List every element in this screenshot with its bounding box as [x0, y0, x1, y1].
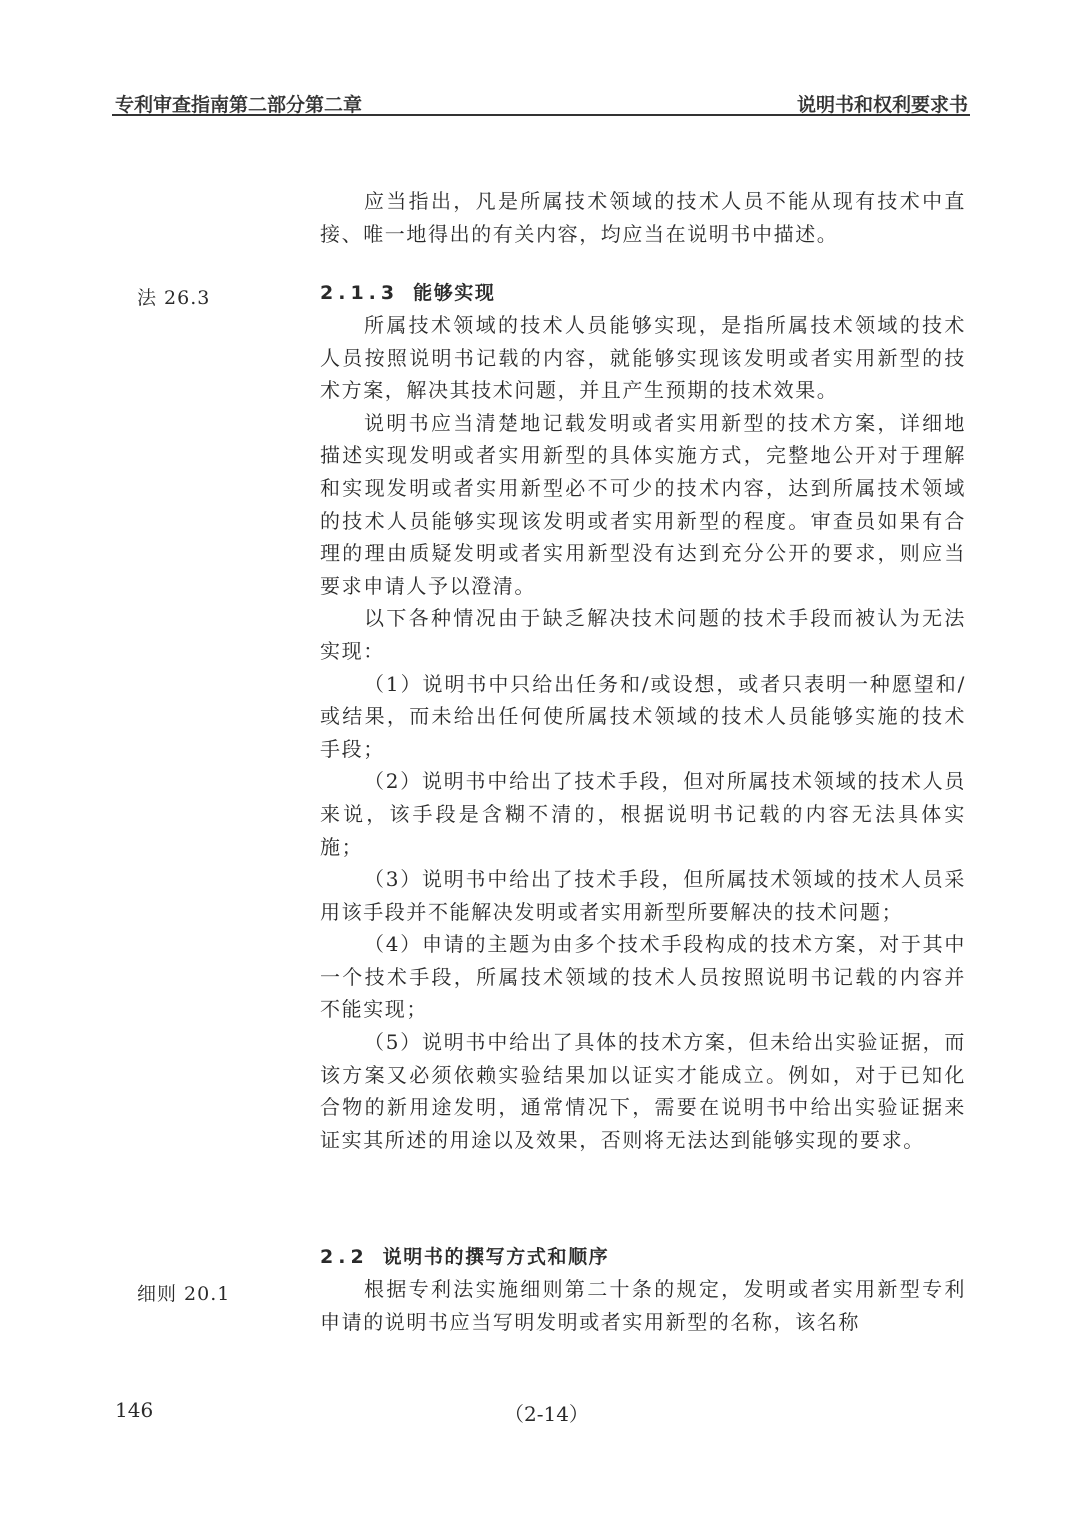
- intro-paragraph: 应当指出，凡是所属技术领域的技术人员不能从现有技术中直接、唯一地得出的有关内容，均应当在说明书中描述。: [320, 189, 966, 246]
- list-item: （1）说明书中只给出任务和/或设想，或者只表明一种愿望和/或结果，而未给出任何使所属技术领域的技术人员能够实施的技术手段；: [320, 671, 966, 761]
- page-number: 146: [115, 1398, 154, 1422]
- list-item: （5）说明书中给出了具体的技术方案，但未给出实验证据，而该方案又必须依赖实验结果加以证实才能成立。例如，对于已知化合物的新用途发明，通常情况下，需要在说明书中给出实验证据来证实其所述的用途以及效果，否则将无法达到能够实现的要求。: [320, 1030, 966, 1152]
- paragraph: 以下各种情况由于缺乏解决技术问题的技术手段而被认为无法实现：: [320, 606, 966, 663]
- section-heading: [320, 1241, 966, 1273]
- intro-block: [320, 185, 966, 250]
- section-title: 说明书的撰写方式和顺序: [382, 1246, 610, 1268]
- section-number: 2.2: [320, 1246, 369, 1268]
- paragraph: 所属技术领域的技术人员能够实现，是指所属技术领域的技术人员按照说明书记载的内容，就能够实现该发明或者实用新型的技术方案，解决其技术问题，并且产生预期的技术效果。: [320, 313, 966, 403]
- section-title: 能够实现: [413, 282, 496, 304]
- margin-note-law: 法 26.3: [137, 287, 211, 309]
- running-header-left: 专利审查指南第二部分第二章: [115, 94, 363, 116]
- section-heading: [320, 277, 966, 309]
- section-2-2: [320, 1241, 966, 1338]
- paragraph: 根据专利法实施细则第二十条的规定，发明或者实用新型专利申请的说明书应当写明发明或者实用新型的名称，该名称: [320, 1277, 966, 1334]
- section-number: 2.1.3: [320, 282, 400, 304]
- paragraph: 说明书应当清楚地记载发明或者实用新型的技术方案，详细地描述实现发明或者实用新型的具体实施方式，完整地公开对于理解和实现发明或者实用新型必不可少的技术内容，达到所属技术领域的技术人员能够实现该发明或者实用新型的程度。审查员如果有合理的理由质疑发明或者实用新型没有达到充分公开的要求，则应当要求申请人予以澄清。: [320, 410, 966, 598]
- margin-note-rule: 细则 20.1: [137, 1283, 231, 1305]
- header-divider: [112, 114, 970, 116]
- list-item: （4）申请的主题为由多个技术手段构成的技术方案，对于其中一个技术手段，所属技术领域的技术人员按照说明书记载的内容并不能实现；: [320, 932, 966, 1022]
- list-item: （2）说明书中给出了技术手段，但对所属技术领域的技术人员来说，该手段是含糊不清的，根据说明书记载的内容无法具体实施；: [320, 769, 966, 859]
- list-item: （3）说明书中给出了技术手段，但所属技术领域的技术人员采用该手段并不能解决发明或者实用新型所要解决的技术问题；: [320, 867, 966, 924]
- page-reference: （2-14）: [504, 1402, 589, 1426]
- running-header-right: 说明书和权利要求书: [796, 94, 968, 116]
- section-2-1-3: [320, 277, 966, 1156]
